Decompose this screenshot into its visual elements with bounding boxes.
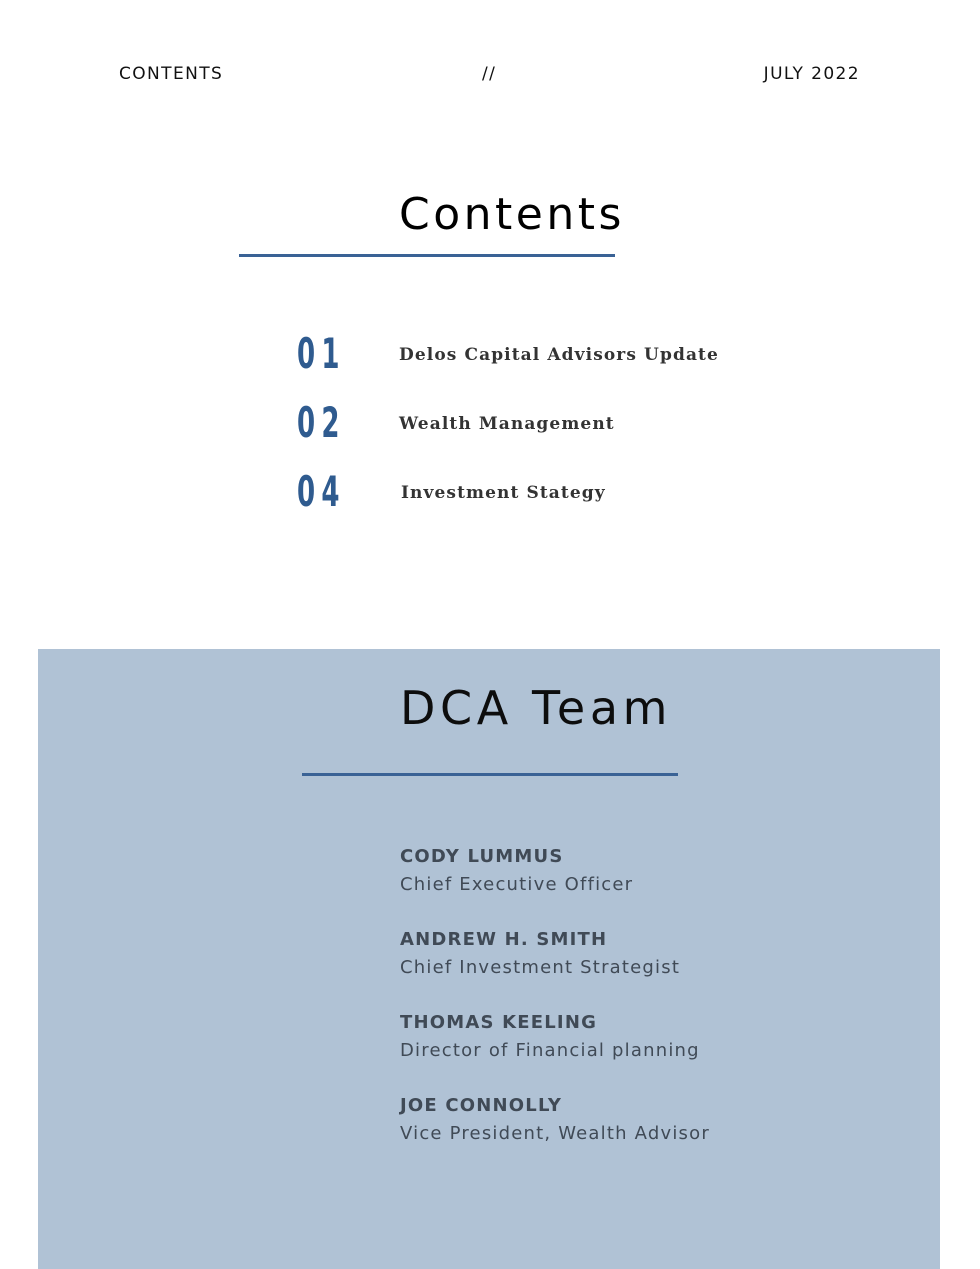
header-separator: // <box>482 64 497 84</box>
toc-item-label: Investment Stategy <box>401 483 606 503</box>
toc-item-number: 04 <box>297 467 346 516</box>
team-title: DCA Team <box>400 681 673 735</box>
toc-item-number: 02 <box>297 398 346 447</box>
member-role: Chief Executive Officer <box>400 874 634 895</box>
member-role: Director of Financial planning <box>400 1040 700 1061</box>
member-role: Chief Investment Strategist <box>400 957 681 978</box>
member-name: ANDREW H. SMITH <box>400 929 608 950</box>
toc-item-number: 01 <box>297 329 346 378</box>
team-member <box>400 843 880 899</box>
toc-item <box>297 330 797 378</box>
member-name: JOE CONNOLLY <box>400 1095 563 1116</box>
member-role: Vice President, Wealth Advisor <box>400 1123 710 1144</box>
member-name: CODY LUMMUS <box>400 846 564 867</box>
team-divider <box>302 773 678 776</box>
toc-item-label: Wealth Management <box>399 414 615 434</box>
toc-item-label: Delos Capital Advisors Update <box>399 345 719 365</box>
toc-item <box>297 468 797 516</box>
member-name: THOMAS KEELING <box>400 1012 598 1033</box>
header-date: JULY 2022 <box>763 64 860 84</box>
contents-title: Contents <box>399 189 625 240</box>
team-member <box>400 926 880 982</box>
contents-divider <box>239 254 615 257</box>
team-panel <box>38 649 940 1269</box>
team-member <box>400 1009 880 1065</box>
team-member <box>400 1092 880 1148</box>
toc-item <box>297 399 797 447</box>
header-section-label: CONTENTS <box>119 64 224 84</box>
